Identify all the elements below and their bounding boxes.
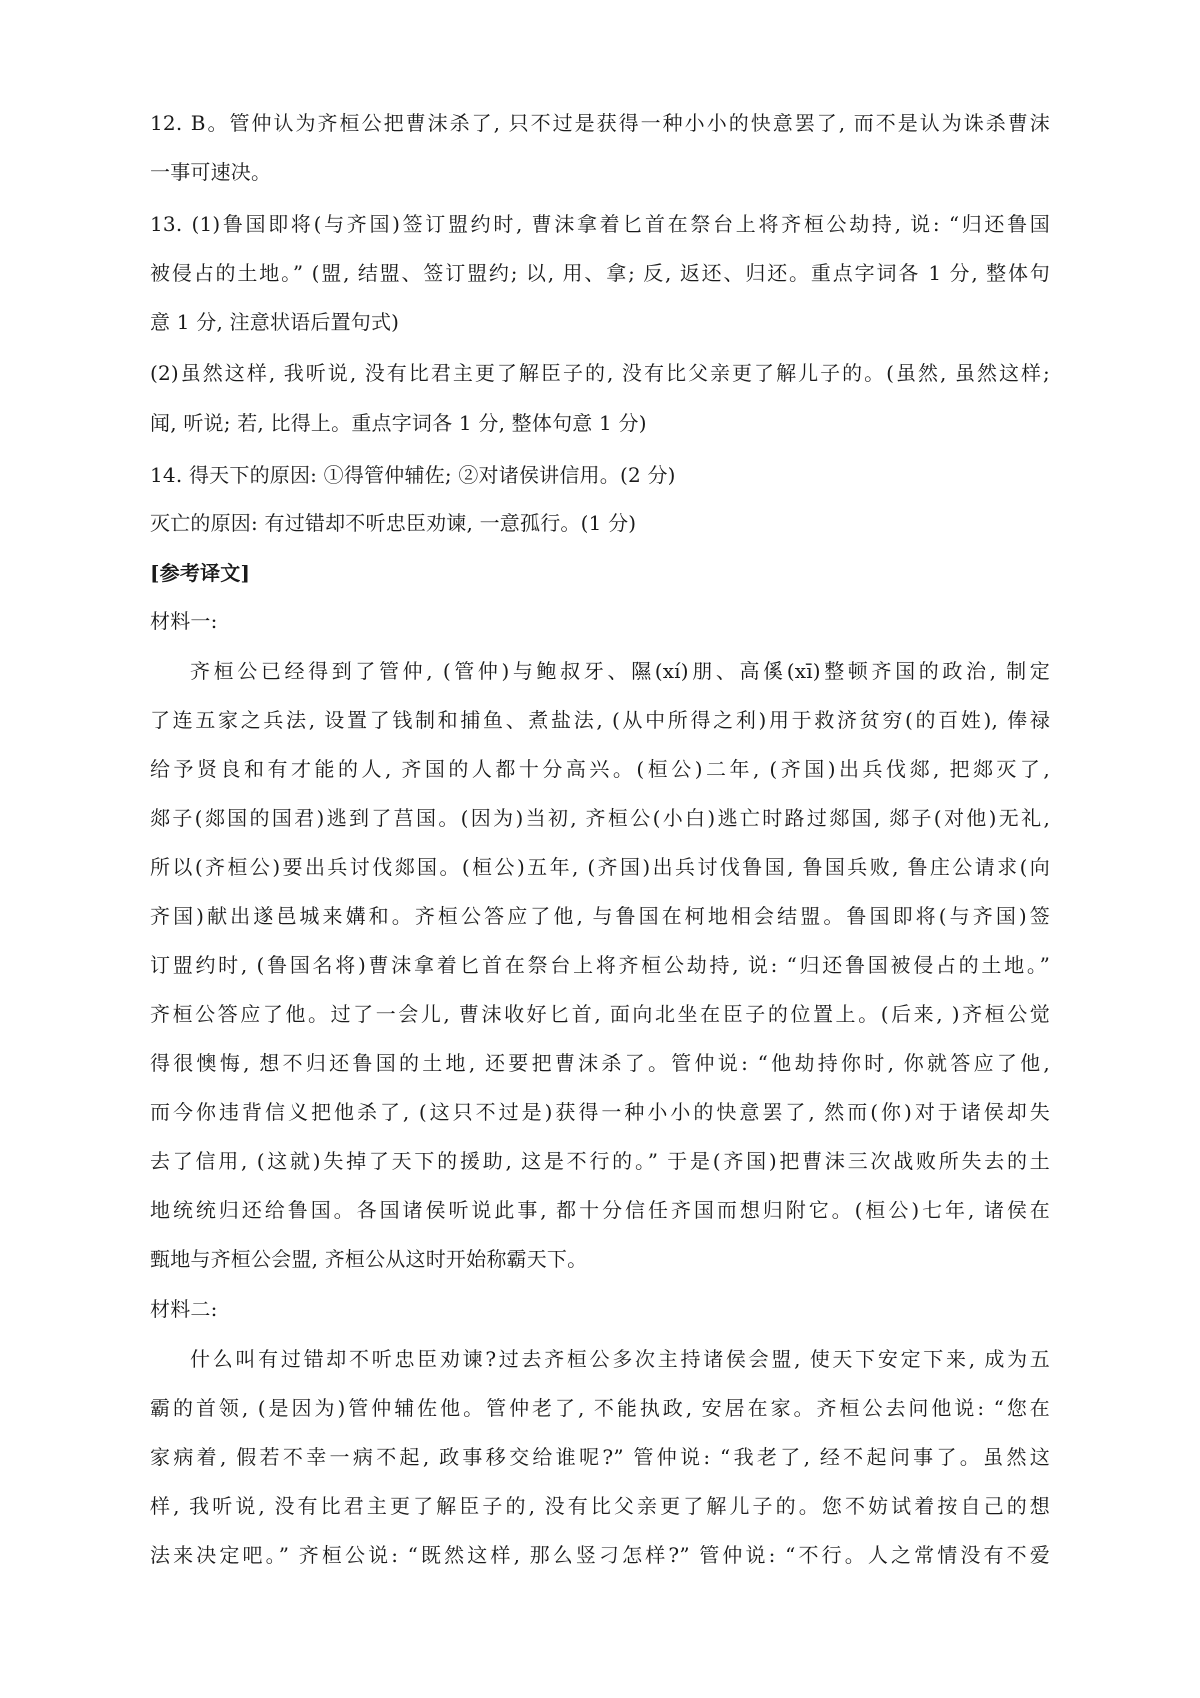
material-two-line-4: 样, 我听说, 没有比君主更了解臣子的, 没有比父亲更了解儿子的。您不妨试着按自己的想	[150, 1494, 1050, 1518]
material-one-line-1: 齐桓公已经得到了管仲, (管仲)与鲍叔牙、隰(xí)朋、高傒(xī)整顿齐国的政治, 制定	[190, 659, 1050, 683]
material-two-heading: 材料二:	[150, 1297, 218, 1321]
material-one-line-9: 得很懊悔, 想不归还鲁国的土地, 还要把曹沫杀了。管仲说: “他劫持你时, 你就答应了他,	[150, 1051, 1050, 1075]
material-one-line-10: 而今你违背信义把他杀了, (这只不过是)获得一种小小的快意罢了, 然而(你)对于诸侯却失	[150, 1100, 1050, 1124]
reference-translation-heading: [参考译文]	[150, 561, 251, 585]
answer-13-2-line-1: (2)虽然这样, 我听说, 没有比君主更了解臣子的, 没有比父亲更了解儿子的。(虽然, 虽然这样;	[150, 361, 1050, 385]
material-one-line-6: 齐国)献出遂邑城来媾和。齐桓公答应了他, 与鲁国在柯地相会结盟。鲁国即将(与齐国)签	[150, 904, 1050, 928]
answer-12-line-1: 12. B。管仲认为齐桓公把曹沫杀了, 只不过是获得一种小小的快意罢了, 而不是认为诛杀曹沫	[150, 111, 1050, 135]
material-two-line-3: 家病着, 假若不幸一病不起, 政事移交给谁呢?” 管仲说: “我老了, 经不起问事了。虽然这	[150, 1445, 1050, 1469]
material-one-line-3: 给予贤良和有才能的人, 齐国的人都十分高兴。(桓公)二年, (齐国)出兵伐郯, 把郯灭了,	[150, 757, 1050, 781]
material-one-line-12: 地统统归还给鲁国。各国诸侯听说此事, 都十分信任齐国而想归附它。(桓公)七年, 诸侯在	[150, 1198, 1050, 1222]
material-two-line-1: 什么叫有过错却不听忠臣劝谏?过去齐桓公多次主持诸侯会盟, 使天下安定下来, 成为五	[190, 1347, 1050, 1371]
answer-12-line-2: 一事可速决。	[150, 160, 272, 184]
answer-13-2-line-2: 闻, 听说; 若, 比得上。重点字词各 1 分, 整体句意 1 分)	[150, 411, 647, 435]
answer-13-1-line-1: 13. (1)鲁国即将(与齐国)签订盟约时, 曹沫拿着匕首在祭台上将齐桓公劫持, 说: “归还鲁国	[150, 212, 1050, 236]
answer-14-line-1: 14. 得天下的原因: ①得管仲辅佐; ②对诸侯讲信用。(2 分)	[150, 463, 676, 487]
answer-14-line-2: 灭亡的原因: 有过错却不听忠臣劝谏, 一意孤行。(1 分)	[150, 511, 637, 535]
answer-13-1-line-2: 被侵占的土地。” (盟, 结盟、签订盟约; 以, 用、拿; 反, 返还、归还。重点字词各 1 分, 整体句	[150, 261, 1050, 285]
answer-13-1-line-3: 意 1 分, 注意状语后置句式)	[150, 310, 400, 334]
material-two-line-2: 霸的首领, (是因为)管仲辅佐他。管仲老了, 不能执政, 安居在家。齐桓公去问他说: “您在	[150, 1396, 1050, 1420]
material-two-line-5: 法来决定吧。” 齐桓公说: “既然这样, 那么竖刁怎样?” 管仲说: “不行。人之常情没有不爱	[150, 1543, 1050, 1567]
material-one-heading: 材料一:	[150, 609, 218, 633]
material-one-line-13: 甄地与齐桓公会盟, 齐桓公从这时开始称霸天下。	[150, 1247, 588, 1271]
material-one-line-11: 去了信用, (这就)失掉了天下的援助, 这是不行的。” 于是(齐国)把曹沫三次战败所失去的土	[150, 1149, 1050, 1173]
material-one-line-8: 齐桓公答应了他。过了一会儿, 曹沫收好匕首, 面向北坐在臣子的位置上。(后来, )齐桓公觉	[150, 1002, 1050, 1026]
material-one-line-4: 郯子(郯国的国君)逃到了莒国。(因为)当初, 齐桓公(小白)逃亡时路过郯国, 郯子(对他)无礼,	[150, 806, 1050, 830]
material-one-line-5: 所以(齐桓公)要出兵讨伐郯国。(桓公)五年, (齐国)出兵讨伐鲁国, 鲁国兵败, 鲁庄公请求(向	[150, 855, 1050, 879]
material-one-line-2: 了连五家之兵法, 设置了钱制和捕鱼、煮盐法, (从中所得之利)用于救济贫穷(的百姓), 俸禄	[150, 708, 1050, 732]
material-one-line-7: 订盟约时, (鲁国名将)曹沫拿着匕首在祭台上将齐桓公劫持, 说: “归还鲁国被侵占的土地。”	[150, 953, 1050, 977]
